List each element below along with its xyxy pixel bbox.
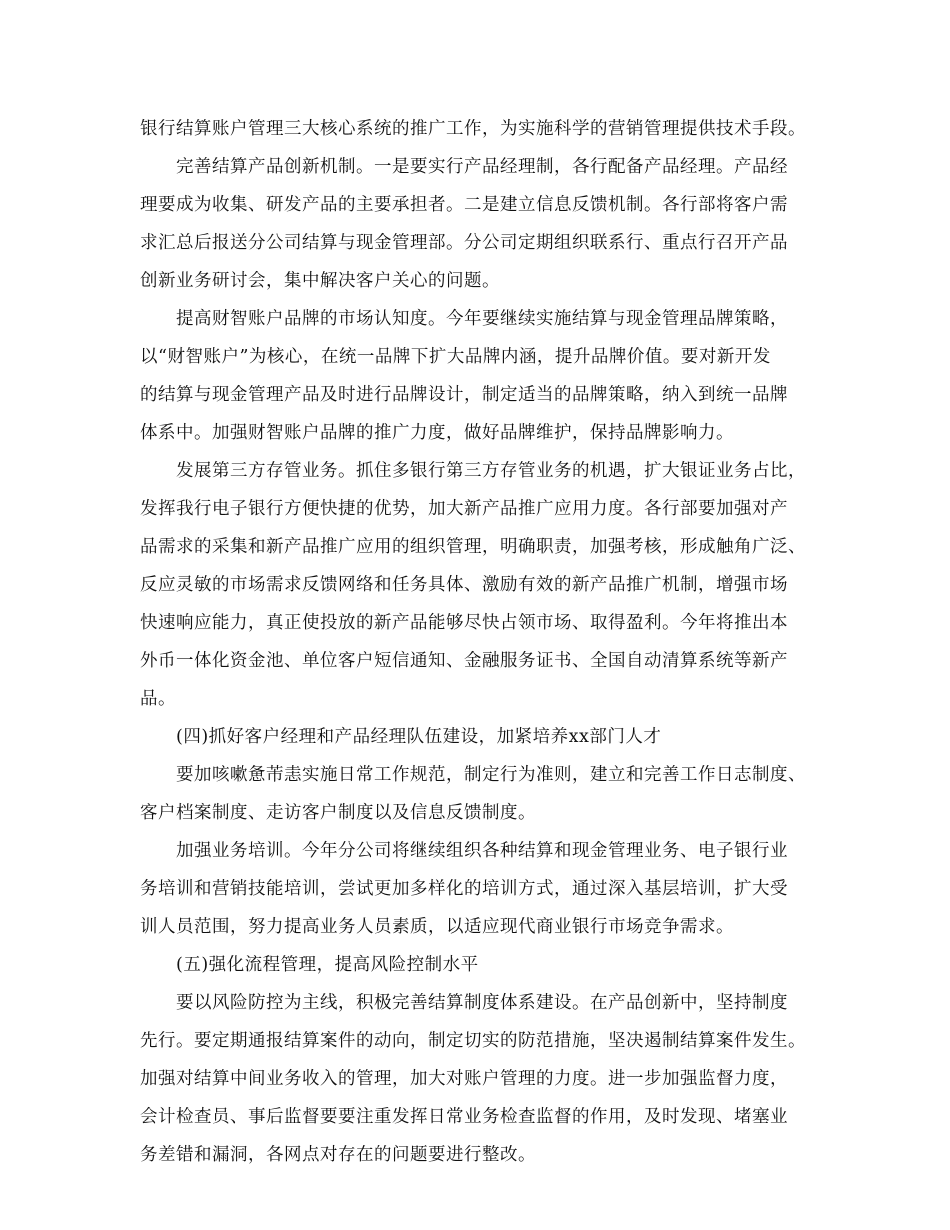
text-line: (五)强化流程管理，提高风险控制水平	[176, 955, 479, 975]
text-line: 理要成为收集、研发产品的主要承担者。二是建立信息反馈机制。各行部将客户需	[140, 195, 788, 215]
text-line: 品。	[140, 689, 176, 709]
text-line: 要以风险防控为主线，积极完善结算制度体系建设。在产品创新中，坚持制度	[176, 993, 788, 1013]
text-line: 加强业务培训。今年分公司将继续组织各种结算和现金管理业务、电子银行业	[176, 841, 788, 861]
text-line: 发挥我行电子银行方便快捷的优势，加大新产品推广应用力度。各行部要加强对产	[140, 499, 788, 519]
text-line: 品需求的采集和新产品推广应用的组织管理，明确职责，加强考核，形成触角广泛、	[140, 537, 806, 557]
document-body	[140, 110, 820, 1174]
text-line: 提高财智账户品牌的市场认知度。今年要继续实施结算与现金管理品牌策略，	[176, 309, 788, 329]
text-line: 快速响应能力，真正使投放的新产品能够尽快占领市场、取得盈利。今年将推出本	[140, 613, 788, 633]
text-line: 务差错和漏洞，各网点对存在的问题要进行整改。	[140, 1145, 536, 1165]
text-line: 训人员范围，努力提高业务人员素质，以适应现代商业银行市场竞争需求。	[140, 917, 734, 937]
text-line: (四)抓好客户经理和产品经理队伍建设，加紧培养xx部门人才	[176, 727, 662, 747]
text-line: 完善结算产品创新机制。一是要实行产品经理制，各行配备产品经理。产品经	[176, 157, 788, 177]
text-line: 创新业务研讨会，集中解决客户关心的问题。	[140, 271, 500, 291]
text-line: 外币一体化资金池、单位客户短信通知、金融服务证书、全国自动清算系统等新产	[140, 651, 788, 671]
text-line: 反应灵敏的市场需求反馈网络和任务具体、激励有效的新产品推广机制，增强市场	[140, 575, 788, 595]
text-line: 以“财智账户”为核心，在统一品牌下扩大品牌内涵，提升品牌价值。要对新开发	[140, 347, 771, 367]
text-line: 体系中。加强财智账户品牌的推广力度，做好品牌维护，保持品牌影响力。	[140, 423, 734, 443]
text-line: 要加咳嗽惫芾恚实施日常工作规范，制定行为准则，建立和完善工作日志制度、	[176, 765, 806, 785]
text-line: 务培训和营销技能培训，尝试更加多样化的培训方式，通过深入基层培训，扩大受	[140, 879, 788, 899]
text-line: 加强对结算中间业务收入的管理，加大对账户管理的力度。进一步加强监督力度，	[140, 1069, 788, 1089]
text-line: 会计检查员、事后监督要要注重发挥日常业务检查监督的作用，及时发现、堵塞业	[140, 1107, 788, 1127]
text-line: 客户档案制度、走访客户制度以及信息反馈制度。	[140, 803, 536, 823]
text-line: 银行结算账户管理三大核心系统的推广工作，为实施科学的营销管理提供技术手段。	[140, 119, 806, 139]
text-line: 的结算与现金管理产品及时进行品牌设计，制定适当的品牌策略，纳入到统一品牌	[140, 385, 788, 405]
text-line: 发展第三方存管业务。抓住多银行第三方存管业务的机遇，扩大银证业务占比，	[176, 461, 806, 481]
text-line: 先行。要定期通报结算案件的动向，制定切实的防范措施，坚决遏制结算案件发生。	[140, 1031, 806, 1051]
text-line: 求汇总后报送分公司结算与现金管理部。分公司定期组织联系行、重点行召开产品	[140, 233, 788, 253]
